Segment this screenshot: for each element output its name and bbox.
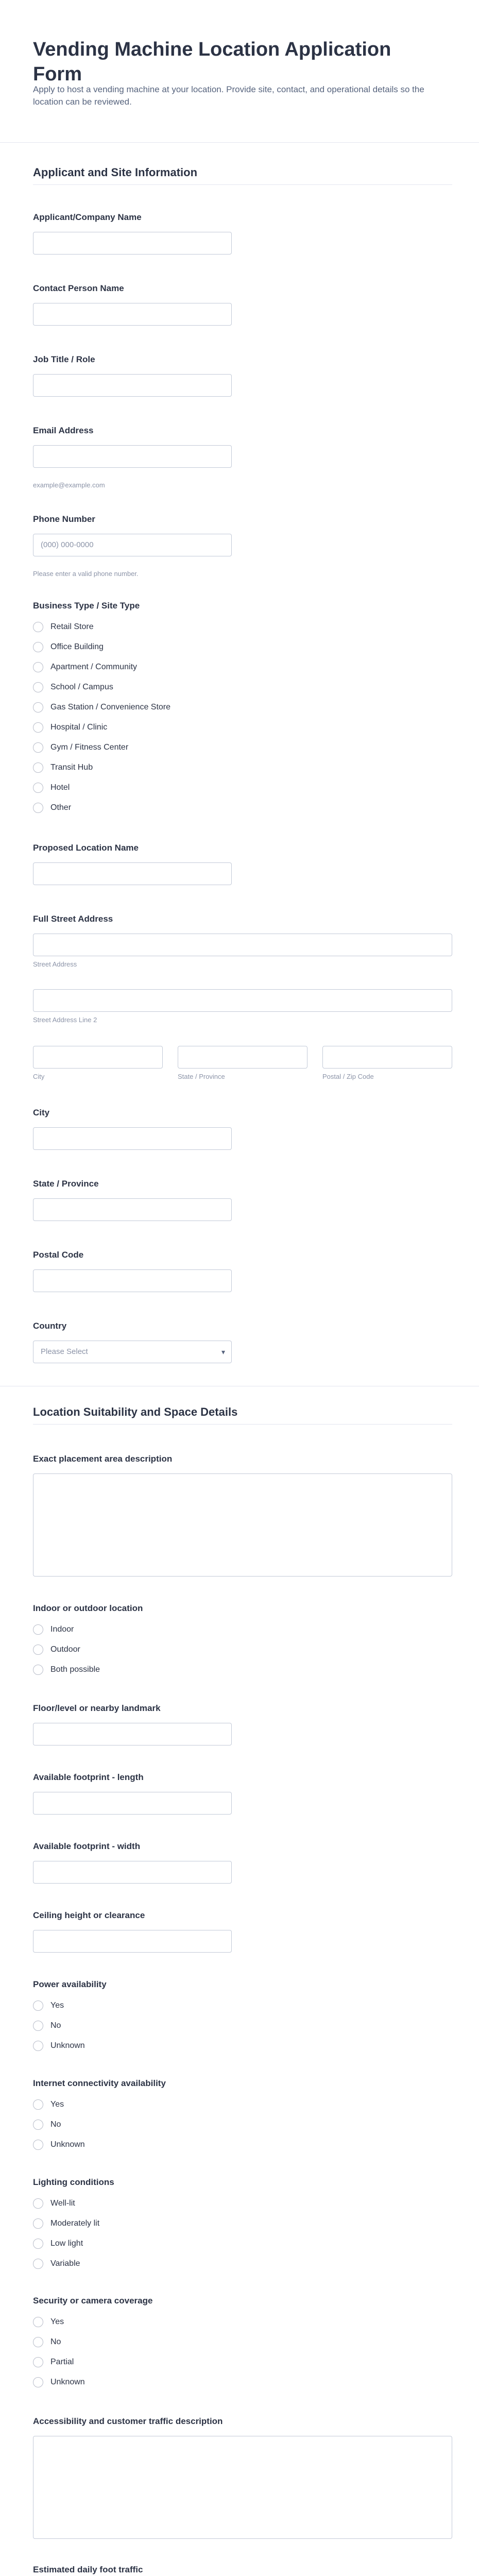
radio-option[interactable]: Unknown (33, 2040, 85, 2052)
phone-input[interactable]: (000) 000-0000 (33, 534, 232, 556)
radio-option[interactable]: Gym / Fitness Center (33, 742, 128, 753)
address-state-sublabel: State / Province (178, 1073, 225, 1080)
radio-option[interactable]: Retail Store (33, 621, 94, 633)
radio-option[interactable]: Yes (33, 2000, 64, 2011)
proposed-location-label: Proposed Location Name (33, 843, 139, 853)
placement-desc-textarea[interactable] (33, 1473, 452, 1577)
section-location-suitability: Location Suitability and Space Details (33, 1405, 238, 1418)
ceiling-input[interactable] (33, 1930, 232, 1953)
divider (0, 142, 479, 143)
state-label: State / Province (33, 1179, 99, 1189)
email-input[interactable] (33, 445, 232, 468)
radio-option[interactable]: Hotel (33, 782, 70, 793)
radio-option[interactable]: School / Campus (33, 682, 113, 693)
address-postal-input[interactable] (322, 1046, 452, 1069)
business-type-label: Business Type / Site Type (33, 601, 140, 611)
divider (33, 1424, 452, 1425)
radio-option[interactable]: Well-lit (33, 2198, 75, 2209)
radio-option[interactable]: Yes (33, 2316, 64, 2328)
radio-option[interactable]: Hospital / Clinic (33, 722, 107, 733)
radio-circle[interactable] (33, 1624, 43, 1635)
phone-sublabel: Please enter a valid phone number. (33, 570, 139, 578)
city-input[interactable] (33, 1127, 232, 1150)
radio-circle[interactable] (33, 2198, 43, 2209)
radio-circle[interactable] (33, 1665, 43, 1675)
phone-label: Phone Number (33, 514, 95, 524)
radio-option[interactable]: Unknown (33, 2139, 85, 2150)
section-applicant-site: Applicant and Site Information (33, 166, 198, 179)
placement-desc-label: Exact placement area description (33, 1454, 173, 1464)
accessibility-label: Accessibility and customer traffic description (33, 2416, 223, 2426)
radio-circle[interactable] (33, 2021, 43, 2031)
divider (33, 184, 452, 185)
radio-option[interactable]: Office Building (33, 641, 104, 653)
address-state-input[interactable] (178, 1046, 307, 1069)
street-address-input[interactable] (33, 934, 452, 956)
radio-circle[interactable] (33, 2099, 43, 2110)
radio-circle[interactable] (33, 2218, 43, 2229)
radio-circle[interactable] (33, 762, 43, 773)
radio-circle[interactable] (33, 783, 43, 793)
applicant-company-input[interactable] (33, 232, 232, 255)
radio-option[interactable]: Yes (33, 2099, 64, 2110)
radio-option[interactable]: Gas Station / Convenience Store (33, 702, 170, 713)
radio-circle[interactable] (33, 662, 43, 672)
radio-circle[interactable] (33, 2317, 43, 2327)
radio-option[interactable]: Other (33, 802, 71, 814)
radio-circle[interactable] (33, 682, 43, 692)
lighting-label: Lighting conditions (33, 2177, 114, 2187)
radio-option[interactable]: Moderately lit (33, 2218, 99, 2229)
radio-circle[interactable] (33, 1645, 43, 1655)
radio-circle[interactable] (33, 642, 43, 652)
radio-circle[interactable] (33, 803, 43, 813)
foot-traffic-label: Estimated daily foot traffic (33, 2565, 143, 2574)
radio-circle[interactable] (33, 702, 43, 713)
proposed-location-input[interactable] (33, 862, 232, 885)
internet-label: Internet connectivity availability (33, 2078, 166, 2088)
radio-option[interactable]: Partial (33, 2357, 74, 2368)
radio-option[interactable]: No (33, 2020, 61, 2031)
radio-circle[interactable] (33, 2357, 43, 2367)
street-address-sublabel: Street Address (33, 960, 77, 968)
email-label: Email Address (33, 426, 94, 435)
state-input[interactable] (33, 1198, 232, 1221)
footprint-length-input[interactable] (33, 1792, 232, 1815)
address-city-sublabel: City (33, 1073, 45, 1080)
radio-circle[interactable] (33, 742, 43, 753)
job-title-label: Job Title / Role (33, 354, 95, 364)
radio-option[interactable]: Apartment / Community (33, 662, 137, 673)
email-sublabel: example@example.com (33, 481, 105, 489)
footprint-width-label: Available footprint - width (33, 1841, 141, 1851)
floor-landmark-input[interactable] (33, 1723, 232, 1745)
country-select[interactable]: Please Select ▾ (33, 1341, 232, 1363)
radio-circle[interactable] (33, 2239, 43, 2249)
power-label: Power availability (33, 1979, 107, 1989)
full-address-label: Full Street Address (33, 914, 113, 924)
radio-circle[interactable] (33, 2001, 43, 2011)
radio-option[interactable]: Indoor (33, 1624, 74, 1635)
address-postal-sublabel: Postal / Zip Code (322, 1073, 374, 1080)
contact-person-label: Contact Person Name (33, 283, 124, 293)
job-title-input[interactable] (33, 374, 232, 397)
form-title: Vending Machine Location Application Form (33, 39, 391, 85)
radio-option[interactable]: No (33, 2119, 61, 2130)
radio-circle[interactable] (33, 722, 43, 733)
form-subtitle: Apply to host a vending machine at your location. Provide site, contact, and operational details so the location can be reviewed. (33, 84, 424, 107)
radio-circle[interactable] (33, 2041, 43, 2051)
radio-option[interactable]: No (33, 2336, 61, 2348)
radio-circle[interactable] (33, 2140, 43, 2150)
footprint-length-label: Available footprint - length (33, 1772, 144, 1782)
floor-landmark-label: Floor/level or nearby landmark (33, 1703, 161, 1713)
country-label: Country (33, 1321, 67, 1331)
radio-circle[interactable] (33, 2259, 43, 2269)
accessibility-textarea[interactable] (33, 2436, 452, 2539)
indoor-outdoor-label: Indoor or outdoor location (33, 1603, 143, 1613)
footprint-width-input[interactable] (33, 1861, 232, 1884)
street-address-line2-sublabel: Street Address Line 2 (33, 1016, 97, 1024)
contact-person-input[interactable] (33, 303, 232, 326)
security-label: Security or camera coverage (33, 2296, 153, 2306)
radio-option[interactable]: Outdoor (33, 1644, 80, 1655)
radio-option[interactable]: Both possible (33, 1664, 100, 1675)
radio-option[interactable]: Unknown (33, 2377, 85, 2388)
radio-circle[interactable] (33, 622, 43, 632)
chevron-down-icon: ▾ (221, 1348, 225, 1356)
postal-label: Postal Code (33, 1250, 84, 1260)
city-label: City (33, 1108, 50, 1117)
address-city-input[interactable] (33, 1046, 163, 1069)
postal-input[interactable] (33, 1269, 232, 1292)
radio-option[interactable]: Variable (33, 2258, 80, 2269)
radio-option[interactable]: Transit Hub (33, 762, 93, 773)
applicant-company-label: Applicant/Company Name (33, 212, 142, 222)
radio-circle[interactable] (33, 2120, 43, 2130)
ceiling-label: Ceiling height or clearance (33, 1910, 145, 1920)
street-address-line2-input[interactable] (33, 989, 452, 1012)
radio-circle[interactable] (33, 2337, 43, 2347)
radio-circle[interactable] (33, 2377, 43, 2387)
radio-option[interactable]: Low light (33, 2238, 83, 2249)
